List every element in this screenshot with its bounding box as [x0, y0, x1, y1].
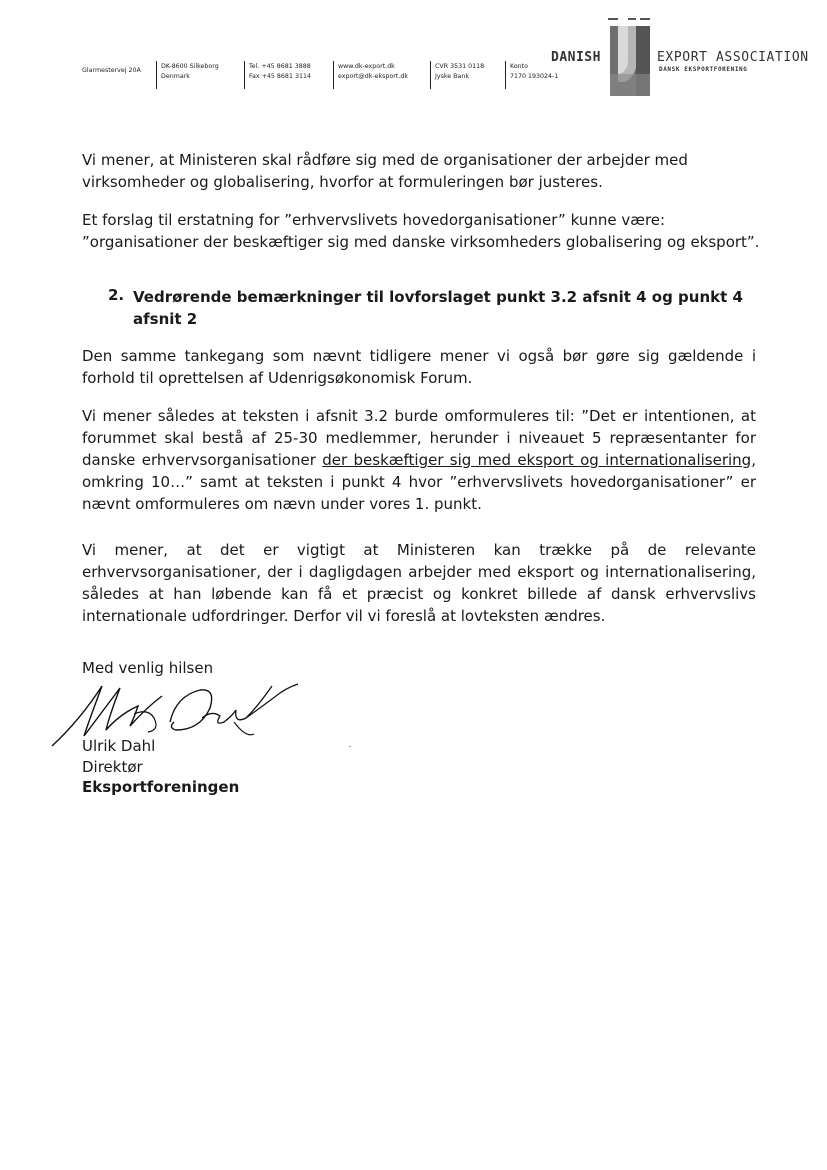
header-divider [430, 61, 431, 89]
signatory-title: Direktør [82, 758, 143, 776]
paragraph-4 [82, 405, 756, 515]
letterhead-phone: Tel. +45 8681 3888 Fax +45 8681 3114 [249, 63, 311, 80]
header-divider [156, 61, 157, 89]
org-name: EXPORT ASSOCIATION [657, 50, 809, 65]
paragraph-5: Vi mener, at det er vigtigt at Ministeren kan trække på de relevante erhvervsorganisationer, der i dagligdagen arbejder med eksport og internationalisering, således at han løbende kan få et præcist og konkret billede af dansk erhvervslivs internationale udfordringer. Derfor vil vi foreslå at lovteksten ændres. [82, 541, 756, 625]
org-subtitle: DANSK EKSPORTFORENING [659, 66, 748, 73]
closing-greeting: Med venlig hilsen [82, 659, 214, 677]
letterhead-postal: DK-8600 Silkeborg Denmark [161, 63, 219, 80]
scan-speck [349, 746, 351, 747]
paragraph-4-text-end: , omkring 10…” samt at teksten i punkt 4 hvor ”erhvervslivets hovedorganisationer” er nævnt omformuleres om nævn under vores 1. punkt. [82, 451, 756, 513]
letterhead-account: Konto 7170 193024-1 [510, 63, 559, 80]
signatory-organization: Eksportforeningen [82, 778, 240, 796]
header-divider [244, 61, 245, 89]
paragraph-2-line-1: Et forslag til erstatning for ”erhvervslivets hovedorganisationer” kunne være: [82, 211, 666, 229]
paragraph-3: Den samme tankegang som nævnt tidligere mener vi også bør gøre sig gældende i forhold til oprettelsen af Udenrigsøkonomisk Forum. [82, 347, 756, 387]
header-divider [505, 61, 506, 89]
association-logo-icon [606, 14, 654, 98]
org-word: DANISH [551, 50, 601, 65]
paragraph-1: Vi mener, at Ministeren skal rådføre sig med de organisationer der arbejder med virksomheder og globalisering, hvorfor at formuleringen bør justeres. [82, 151, 688, 191]
underlined-phrase: der beskæftiger sig med eksport og internationalisering [322, 451, 752, 469]
header-divider [333, 61, 334, 89]
paragraph-4-text: Vi mener således at teksten i afsnit 3.2 burde omformuleres til: ”Det er intentionen, at forummet skal bestå af 25-30 medlemmer, herunder i niveauet 5 repræsentanter for danske erhvervsorganisationer [82, 407, 756, 469]
letterhead-cvr: CVR 3531 0118 Jyske Bank [435, 63, 485, 80]
letterhead-address: Glarmestervej 20A [82, 67, 141, 74]
signatory-name: Ulrik Dahl [82, 737, 156, 755]
letterhead-web: www.dk-export.dk export@dk-eksport.dk [338, 63, 408, 80]
section-number: 2. [108, 286, 125, 304]
section-heading: Vedrørende bemærkninger til lovforslaget punkt 3.2 afsnit 4 og punkt 4 afsnit 2 [133, 288, 743, 328]
paragraph-2-line-2: ”organisationer der beskæftiger sig med danske virksomheders globalisering og eksport”. [82, 233, 760, 251]
